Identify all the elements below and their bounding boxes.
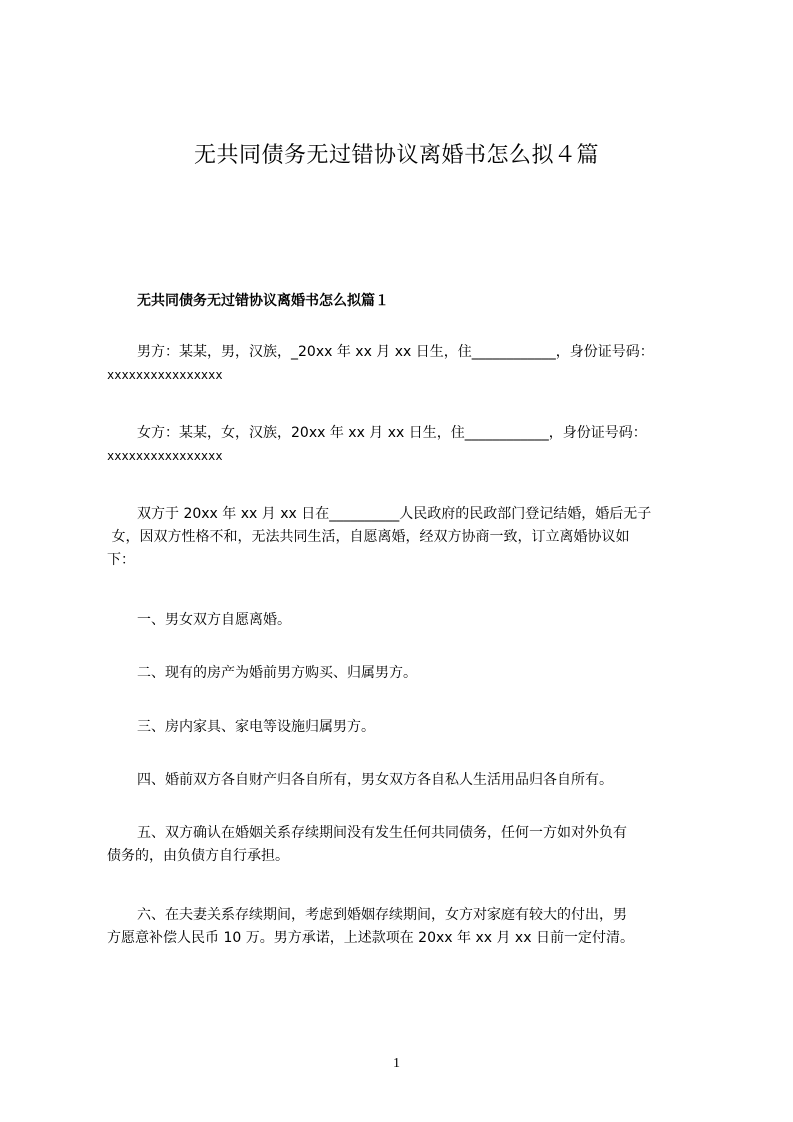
- paragraph-marriage-info: [107, 503, 687, 572]
- paragraph-line: 男方：某某，男，汉族，_20xx 年 xx 月 xx 日生，住____________，身份证号码：: [137, 344, 654, 360]
- page-number: 1: [393, 1056, 400, 1071]
- paragraph-line: 一、男女双方自愿离婚。: [137, 612, 291, 628]
- document-title: 无共同债务无过错协议离婚书怎么拟４篇: [193, 143, 599, 168]
- clause-4: [107, 769, 687, 792]
- clause-6: [107, 904, 687, 950]
- clause-3: [107, 716, 687, 739]
- paragraph-female-party: [107, 422, 687, 468]
- paragraph-line: 下：: [107, 552, 135, 568]
- paragraph-line: 方愿意补偿人民币 10 万。男方承诺，上述款项在 20xx 年 xx 月 xx 日前一定付清。: [107, 930, 634, 946]
- paragraph-line: 四、婚前双方各自财产归各自所有，男女双方各自私人生活用品归各自所有。: [137, 772, 613, 788]
- paragraph-line: 二、现有的房产为婚前男方购买、归属男方。: [137, 665, 417, 681]
- id-number-female: xxxxxxxxxxxxxxxx: [107, 449, 223, 463]
- paragraph-male-party: [107, 341, 687, 387]
- paragraph-line: 女，因双方性格不和，无法共同生活，自愿离婚，经双方协商一致，订立离婚协议如: [107, 529, 630, 545]
- paragraph-line: 五、双方确认在婚姻关系存续期间没有发生任何共同债务，任何一方如对外负有: [137, 825, 627, 841]
- clause-2: [107, 662, 687, 685]
- clause-5: [107, 822, 687, 868]
- paragraph-line: 六、在夫妻关系存续期间，考虑到婚姻存续期间，女方对家庭有较大的付出，男: [137, 907, 627, 923]
- paragraph-line: 三、房内家具、家电等设施归属男方。: [137, 719, 375, 735]
- paragraph-line: 双方于 20xx 年 xx 月 xx 日在__________人民政府的民政部门登记结婚，婚后无子: [137, 506, 652, 522]
- paragraph-line: 女方：某某，女，汉族，20xx 年 xx 月 xx 日生，住____________，身份证号码：: [137, 425, 647, 441]
- section-heading: 无共同债务无过错协议离婚书怎么拟篇１: [137, 293, 389, 309]
- paragraph-line: 债务的，由负债方自行承担。: [107, 848, 289, 864]
- clause-1: [107, 609, 687, 632]
- id-number-male: xxxxxxxxxxxxxxxx: [107, 368, 223, 382]
